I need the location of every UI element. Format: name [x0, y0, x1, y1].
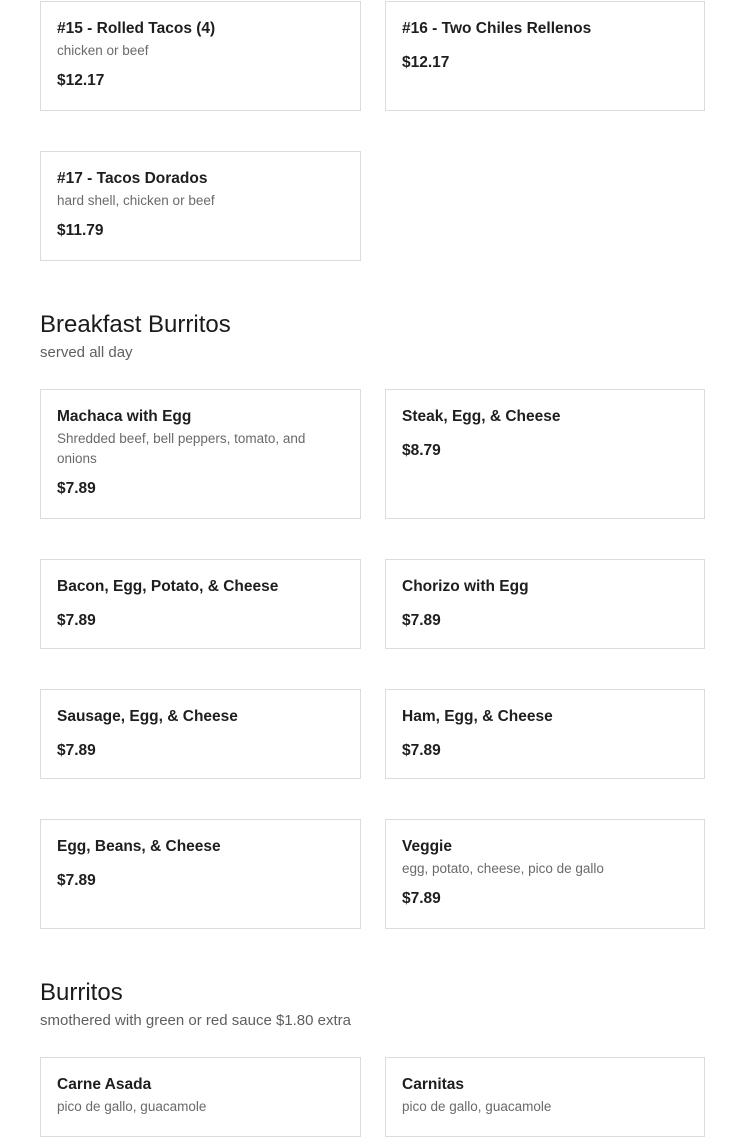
menu-item-card[interactable] — [385, 819, 705, 929]
item-description: pico de gallo, guacamole — [57, 1099, 207, 1114]
item-price: $12.17 — [57, 72, 105, 89]
item-price: $8.79 — [402, 442, 441, 459]
item-name: Carne Asada — [57, 1076, 152, 1093]
item-description: egg, potato, cheese, pico de gallo — [402, 861, 604, 876]
item-price: $7.89 — [57, 480, 96, 497]
menu-item-card[interactable] — [40, 689, 361, 779]
section-subtitle: smothered with green or red sauce $1.80 extra — [40, 1012, 352, 1029]
item-name: #16 - Two Chiles Rellenos — [402, 20, 592, 37]
menu-item-card[interactable] — [385, 1057, 705, 1137]
item-name: Egg, Beans, & Cheese — [57, 838, 221, 855]
menu-item-card[interactable] — [40, 1, 361, 111]
item-name: Veggie — [402, 838, 452, 855]
item-price: $11.79 — [57, 222, 104, 239]
menu-item-card[interactable] — [40, 389, 361, 519]
menu-item-card[interactable] — [40, 819, 361, 929]
item-name: Chorizo with Egg — [402, 578, 529, 595]
item-description: chicken or beef — [57, 43, 149, 58]
item-name: Ham, Egg, & Cheese — [402, 708, 553, 725]
menu-item-card[interactable] — [40, 151, 361, 261]
item-price: $7.89 — [57, 612, 96, 629]
menu-item-card[interactable] — [385, 1, 705, 111]
item-name: Carnitas — [402, 1076, 465, 1093]
menu-item-card[interactable] — [385, 559, 705, 649]
item-price: $7.89 — [57, 742, 96, 759]
menu-item-card[interactable] — [40, 1057, 361, 1137]
item-description: pico de gallo, guacamole — [402, 1099, 552, 1114]
item-price: $7.89 — [402, 742, 441, 759]
item-name: Bacon, Egg, Potato, & Cheese — [57, 578, 279, 595]
item-price: $7.89 — [402, 890, 441, 907]
menu-item-card[interactable] — [385, 389, 705, 519]
item-price: $12.17 — [402, 54, 450, 71]
item-description: Shredded beef, bell peppers, tomato, and onions — [57, 431, 306, 466]
item-name: Machaca with Egg — [57, 408, 192, 425]
item-name: #17 - Tacos Dorados — [57, 170, 208, 187]
section-title: Burritos — [40, 979, 123, 1006]
section-subtitle: served all day — [40, 344, 133, 361]
menu-item-card[interactable] — [385, 689, 705, 779]
item-name: Steak, Egg, & Cheese — [402, 408, 561, 425]
section-title: Breakfast Burritos — [40, 311, 231, 338]
item-price: $7.89 — [57, 872, 96, 889]
item-name: Sausage, Egg, & Cheese — [57, 708, 238, 725]
item-price: $7.89 — [402, 612, 441, 629]
item-description: hard shell, chicken or beef — [57, 193, 215, 208]
item-name: #15 - Rolled Tacos (4) — [57, 20, 216, 37]
menu-item-card[interactable] — [40, 559, 361, 649]
